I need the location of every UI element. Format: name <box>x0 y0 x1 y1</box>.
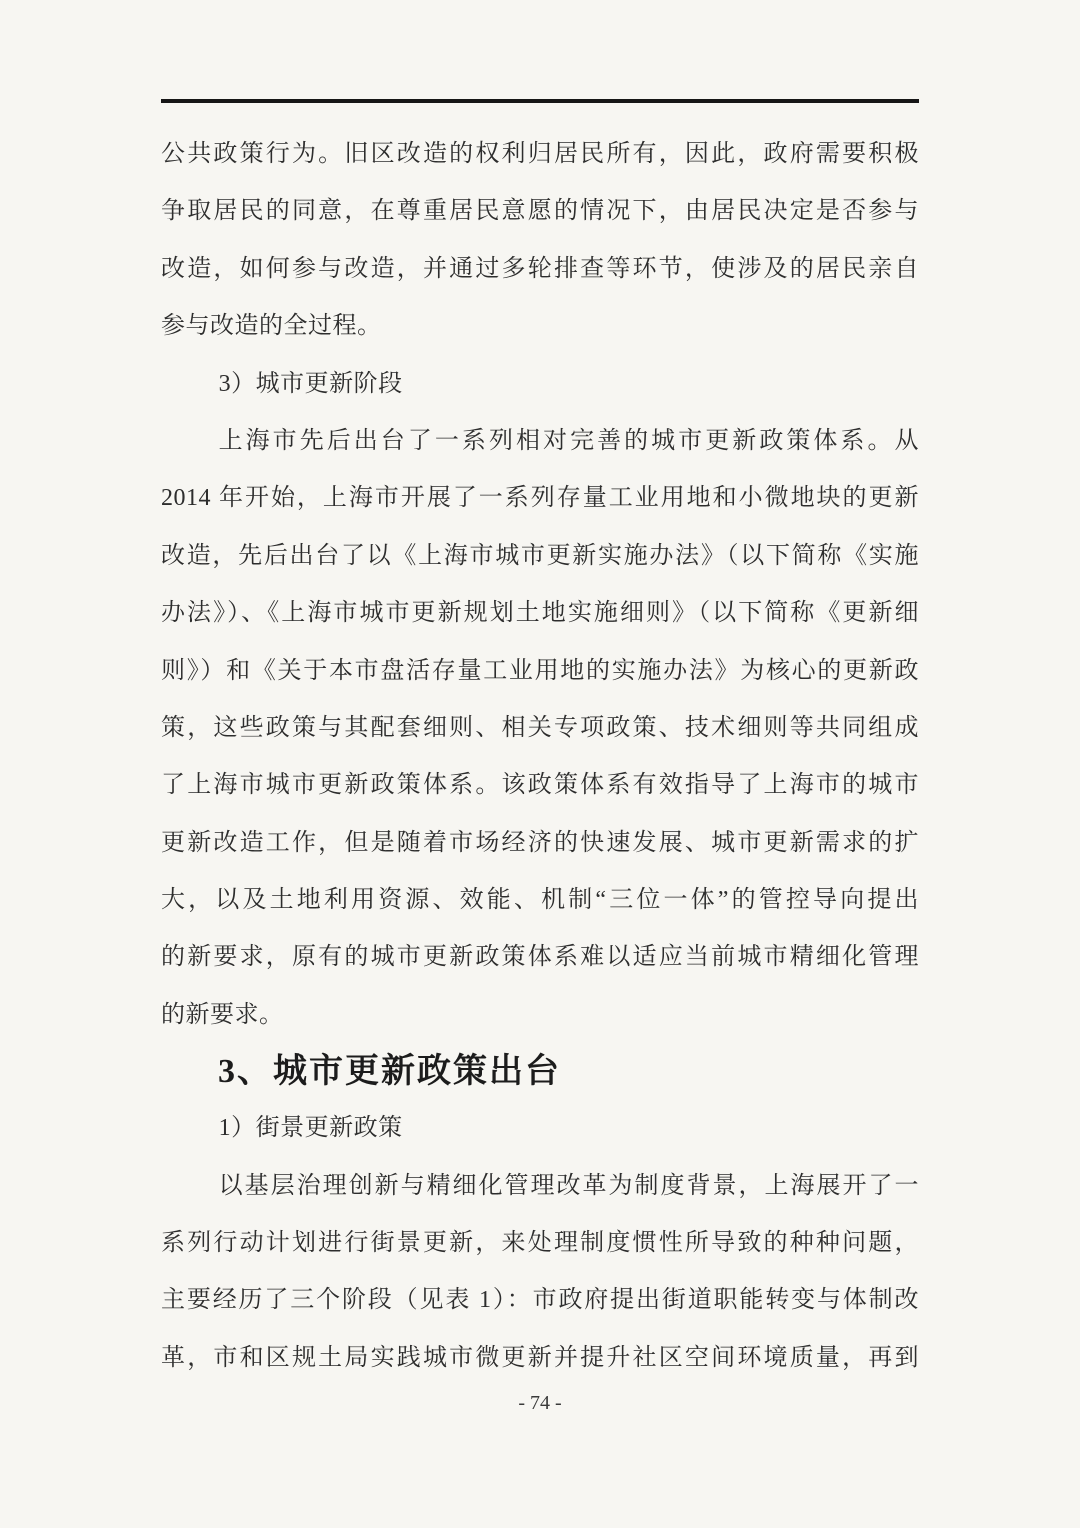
body-text <box>161 126 919 1387</box>
text-line: 主要经历了三个阶段（见表 1）：市政府提出街道职能转变与体制改 <box>161 1287 919 1314</box>
text-line: 改造，先后出台了以《上海市城市更新实施办法》（以下简称《实施 <box>161 542 919 569</box>
subsection-heading: 1）街景更新政策 <box>218 1115 403 1142</box>
subsection-heading: 3）城市更新阶段 <box>218 370 403 397</box>
text-line: 以基层治理创新与精细化管理改革为制度背景，上海展开了一 <box>218 1172 919 1199</box>
text-line: 了上海市城市更新政策体系。该政策体系有效指导了上海市的城市 <box>161 772 919 799</box>
text-line: 办法》）、《上海市城市更新规划土地实施细则》（以下简称《更新细 <box>161 600 919 627</box>
text-line: 2014 年开始，上海市开展了一系列存量工业用地和小微地块的更新 <box>161 485 919 512</box>
text-line: 则》）和《关于本市盘活存量工业用地的实施办法》为核心的更新政 <box>161 657 919 684</box>
text-line: 公共政策行为。旧区改造的权利归居民所有，因此，政府需要积极 <box>161 141 919 167</box>
text-line: 的新要求，原有的城市更新政策体系难以适应当前城市精细化管理 <box>161 944 919 971</box>
text-line: 争取居民的同意，在尊重居民意愿的情况下，由居民决定是否参与 <box>161 198 919 225</box>
text-line: 的新要求。 <box>161 1001 284 1028</box>
text-line: 系列行动计划进行街景更新，来处理制度惯性所导致的种种问题， <box>161 1230 919 1257</box>
text-line: 大，以及土地利用资源、效能、机制“三位一体”的管控导向提出 <box>161 887 919 914</box>
page-number: - 74 - <box>518 1392 562 1414</box>
text-line: 更新改造工作，但是随着市场经济的快速发展、城市更新需求的扩 <box>161 829 919 856</box>
header-rule <box>161 99 919 103</box>
section-heading: 3、城市更新政策出台 <box>218 1053 561 1091</box>
text-line: 改造，如何参与改造，并通过多轮排查等环节，使涉及的居民亲自 <box>161 255 919 282</box>
text-line: 参与改造的全过程。 <box>161 313 382 340</box>
text-line: 策，这些政策与其配套细则、相关专项政策、技术细则等共同组成 <box>161 714 919 741</box>
text-line: 上海市先后出台了一系列相对完善的城市更新政策体系。从 <box>218 427 919 454</box>
text-line: 革，市和区规土局实践城市微更新并提升社区空间环境质量，再到 <box>161 1344 919 1371</box>
